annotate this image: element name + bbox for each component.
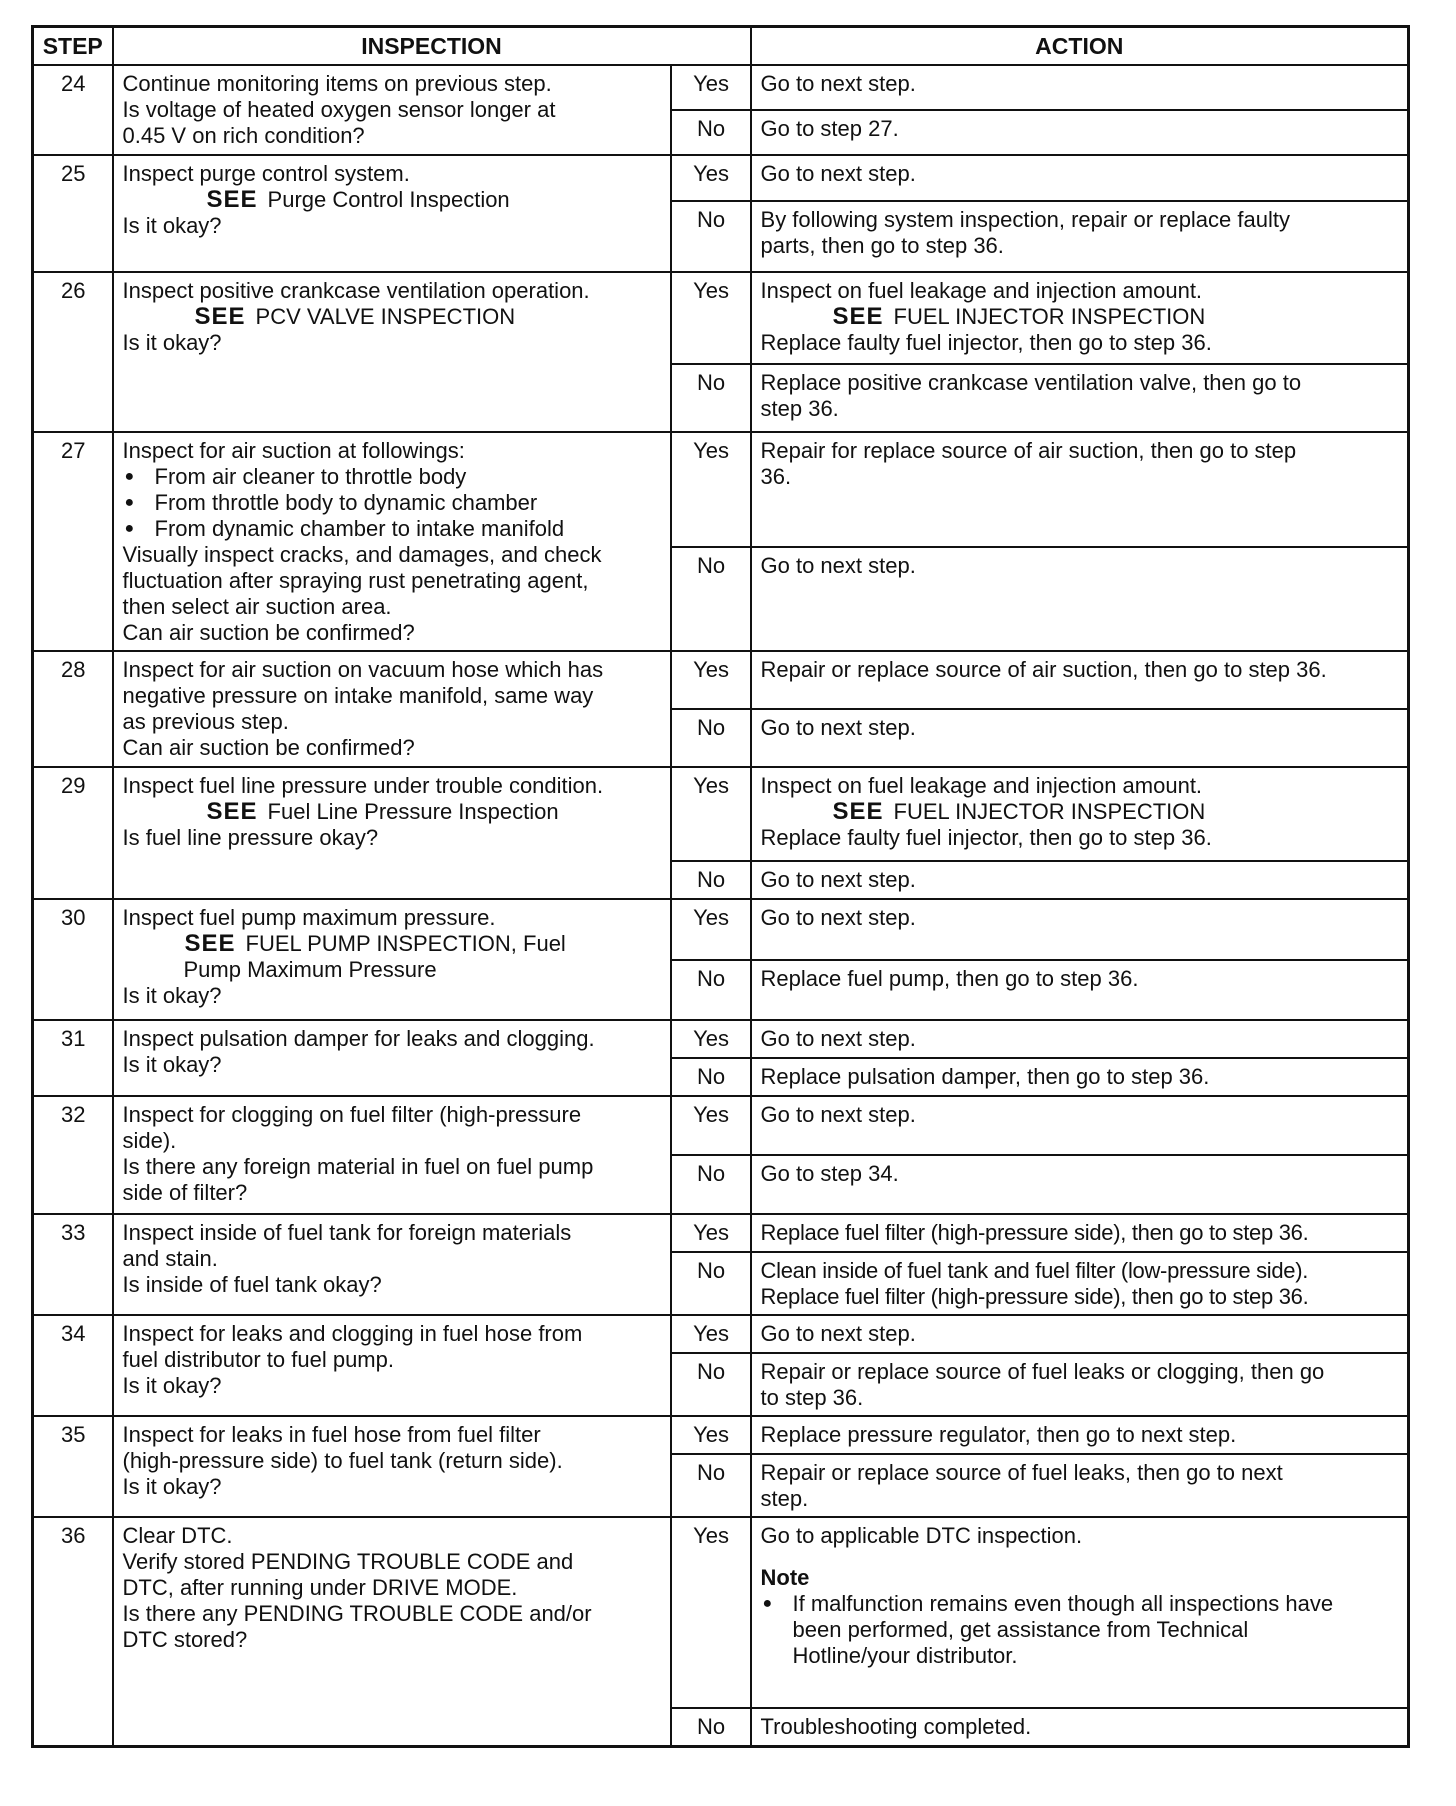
table-row bbox=[33, 767, 1409, 861]
no-action: Go to next step. bbox=[751, 861, 1409, 899]
inspection-line: Can air suction be confirmed? bbox=[122, 620, 415, 645]
yes-label: Yes bbox=[671, 651, 751, 709]
inspection-line: Can air suction be confirmed? bbox=[122, 735, 415, 760]
inspection-line: negative pressure on intake manifold, same way bbox=[122, 683, 594, 708]
table-row bbox=[33, 899, 1409, 960]
yes-action: Go to next step. bbox=[751, 155, 1409, 201]
inspection-line: Inspect for air suction at followings: bbox=[122, 438, 465, 463]
step-number: 24 bbox=[33, 65, 113, 155]
table-header-row bbox=[33, 27, 1409, 66]
see-target: Purge Control Inspection bbox=[267, 187, 510, 212]
no-label: No bbox=[671, 364, 751, 432]
action-line: Repair or replace source of fuel leaks or clogging, then go bbox=[760, 1359, 1325, 1384]
no-action: Go to step 34. bbox=[751, 1155, 1409, 1214]
inspection-line: DTC stored? bbox=[122, 1627, 248, 1652]
step-number: 32 bbox=[33, 1096, 113, 1214]
yes-label: Yes bbox=[671, 1315, 751, 1353]
table-row bbox=[33, 155, 1409, 201]
inspection-line: Inspect for clogging on fuel filter (high-pressure bbox=[122, 1102, 582, 1127]
yes-action: Go to next step. bbox=[751, 1020, 1409, 1058]
see-label: SEE bbox=[206, 798, 258, 825]
see-label: SEE bbox=[832, 303, 884, 330]
no-action: Troubleshooting completed. bbox=[751, 1708, 1409, 1747]
inspection-line: Clear DTC. bbox=[122, 1523, 233, 1548]
action-line: Repair or replace source of fuel leaks, then go to next bbox=[760, 1460, 1283, 1485]
see-target-continued: Pump Maximum Pressure bbox=[183, 957, 437, 982]
yes-label: Yes bbox=[671, 1096, 751, 1155]
see-target: FUEL INJECTOR INSPECTION bbox=[893, 799, 1206, 824]
action-line: step 36. bbox=[760, 396, 839, 421]
inspection-line: Continue monitoring items on previous step. bbox=[122, 71, 552, 96]
no-action bbox=[751, 1252, 1409, 1315]
note-line: been performed, get assistance from Technical bbox=[792, 1617, 1249, 1642]
note-bullet bbox=[761, 1591, 1400, 1669]
inspection-line: Inspect fuel line pressure under trouble condition. bbox=[122, 773, 604, 798]
yes-action bbox=[751, 272, 1409, 364]
note-title: Note bbox=[760, 1565, 810, 1590]
diagnostic-page bbox=[31, 25, 1407, 1748]
see-label: SEE bbox=[832, 798, 884, 825]
action-line: Go to applicable DTC inspection. bbox=[760, 1523, 1083, 1548]
no-label: No bbox=[671, 1353, 751, 1416]
inspection-cell bbox=[113, 155, 671, 272]
yes-label: Yes bbox=[671, 65, 751, 110]
step-number: 31 bbox=[33, 1020, 113, 1096]
no-action: Replace fuel pump, then go to step 36. bbox=[751, 960, 1409, 1020]
inspection-cell bbox=[113, 767, 671, 899]
inspection-line: as previous step. bbox=[122, 709, 289, 734]
step-number: 29 bbox=[33, 767, 113, 899]
note-line: Hotline/your distributor. bbox=[792, 1643, 1018, 1668]
no-label: No bbox=[671, 1708, 751, 1747]
inspection-line: Is it okay? bbox=[122, 1474, 222, 1499]
yes-action bbox=[751, 767, 1409, 861]
see-label: SEE bbox=[194, 303, 246, 330]
bullet-list bbox=[123, 464, 662, 542]
step-number: 33 bbox=[33, 1214, 113, 1315]
yes-action bbox=[751, 432, 1409, 547]
step-number: 30 bbox=[33, 899, 113, 1020]
yes-action: Go to next step. bbox=[751, 65, 1409, 110]
inspection-line: fluctuation after spraying rust penetrating agent, bbox=[122, 568, 589, 593]
no-action: Replace pulsation damper, then go to step 36. bbox=[751, 1058, 1409, 1096]
table-row bbox=[33, 1096, 1409, 1155]
yes-label: Yes bbox=[671, 1020, 751, 1058]
yes-label: Yes bbox=[671, 1416, 751, 1454]
no-label: No bbox=[671, 201, 751, 272]
action-line: to step 36. bbox=[760, 1385, 864, 1410]
action-line: Inspect on fuel leakage and injection amount. bbox=[760, 278, 1203, 303]
table-row bbox=[33, 1020, 1409, 1058]
yes-action: Go to next step. bbox=[751, 899, 1409, 960]
inspection-cell bbox=[113, 272, 671, 432]
see-target: Fuel Line Pressure Inspection bbox=[267, 799, 559, 824]
no-action: Go to next step. bbox=[751, 709, 1409, 767]
action-line: step. bbox=[760, 1486, 809, 1511]
header-step: STEP bbox=[33, 27, 113, 66]
inspection-cell bbox=[113, 1315, 671, 1416]
no-label: No bbox=[671, 1155, 751, 1214]
table-row bbox=[33, 272, 1409, 364]
inspection-line: Is it okay? bbox=[122, 330, 222, 355]
list-item: ● From dynamic chamber to intake manifold bbox=[123, 516, 662, 542]
no-label: No bbox=[671, 547, 751, 651]
no-action bbox=[751, 1454, 1409, 1517]
list-item: ● From air cleaner to throttle body bbox=[123, 464, 662, 490]
step-number: 36 bbox=[33, 1517, 113, 1747]
action-line: Replace fuel filter (high-pressure side), then go to step 36. bbox=[760, 1284, 1309, 1309]
see-reference bbox=[761, 304, 1400, 330]
action-line: 36. bbox=[760, 464, 792, 489]
see-label: SEE bbox=[206, 186, 258, 213]
yes-action: Replace fuel filter (high-pressure side), then go to step 36. bbox=[751, 1214, 1409, 1252]
no-action: Go to step 27. bbox=[751, 110, 1409, 155]
see-target: PCV VALVE INSPECTION bbox=[255, 304, 516, 329]
yes-label: Yes bbox=[671, 272, 751, 364]
inspection-line: (high-pressure side) to fuel tank (return side). bbox=[122, 1448, 563, 1473]
yes-label: Yes bbox=[671, 432, 751, 547]
list-item: ● From throttle body to dynamic chamber bbox=[123, 490, 662, 516]
inspection-line: Is there any PENDING TROUBLE CODE and/or bbox=[122, 1601, 592, 1626]
inspection-cell bbox=[113, 1416, 671, 1517]
yes-label: Yes bbox=[671, 899, 751, 960]
see-target: FUEL INJECTOR INSPECTION bbox=[893, 304, 1206, 329]
yes-action bbox=[751, 1517, 1409, 1708]
action-line: Replace positive crankcase ventilation valve, then go to bbox=[760, 370, 1302, 395]
no-label: No bbox=[671, 110, 751, 155]
see-reference bbox=[123, 799, 662, 825]
no-label: No bbox=[671, 861, 751, 899]
inspection-cell bbox=[113, 1020, 671, 1096]
inspection-line: Is fuel line pressure okay? bbox=[122, 825, 379, 850]
troubleshooting-table bbox=[31, 25, 1410, 1748]
step-number: 34 bbox=[33, 1315, 113, 1416]
step-number: 27 bbox=[33, 432, 113, 651]
inspection-line: DTC, after running under DRIVE MODE. bbox=[122, 1575, 518, 1600]
see-reference bbox=[123, 304, 662, 330]
no-action bbox=[751, 364, 1409, 432]
inspection-line: Is it okay? bbox=[122, 1052, 222, 1077]
inspection-line: Verify stored PENDING TROUBLE CODE and bbox=[122, 1549, 574, 1574]
inspection-cell bbox=[113, 1214, 671, 1315]
inspection-line: Inspect purge control system. bbox=[122, 161, 410, 186]
inspection-line: Inspect for air suction on vacuum hose which has bbox=[122, 657, 604, 682]
no-action: Go to next step. bbox=[751, 547, 1409, 651]
table-row bbox=[33, 1517, 1409, 1708]
inspection-line: Inspect pulsation damper for leaks and clogging. bbox=[122, 1026, 595, 1051]
yes-action: Repair or replace source of air suction, then go to step 36. bbox=[751, 651, 1409, 709]
inspection-line: Is it okay? bbox=[122, 983, 222, 1008]
inspection-line: Inspect for leaks and clogging in fuel hose from bbox=[122, 1321, 583, 1346]
inspection-line: 0.45 V on rich condition? bbox=[122, 123, 365, 148]
inspection-line: Is inside of fuel tank okay? bbox=[122, 1272, 382, 1297]
step-number: 26 bbox=[33, 272, 113, 432]
note-line: ● If malfunction remains even though all inspections have bbox=[792, 1591, 1334, 1616]
action-line: Replace faulty fuel injector, then go to step 36. bbox=[760, 330, 1212, 355]
inspection-line: Inspect positive crankcase ventilation operation. bbox=[122, 278, 590, 303]
inspection-line: Inspect fuel pump maximum pressure. bbox=[122, 905, 496, 930]
no-action bbox=[751, 201, 1409, 272]
yes-action: Go to next step. bbox=[751, 1096, 1409, 1155]
inspection-cell bbox=[113, 1096, 671, 1214]
action-line: Clean inside of fuel tank and fuel filter (low-pressure side). bbox=[760, 1258, 1309, 1283]
inspection-line: Is it okay? bbox=[122, 213, 222, 238]
table-row bbox=[33, 1315, 1409, 1353]
inspection-cell bbox=[113, 899, 671, 1020]
inspection-cell bbox=[113, 651, 671, 767]
step-number: 28 bbox=[33, 651, 113, 767]
inspection-line: Is voltage of heated oxygen sensor longer at bbox=[122, 97, 556, 122]
table-row bbox=[33, 432, 1409, 547]
no-label: No bbox=[671, 709, 751, 767]
inspection-line: Inspect inside of fuel tank for foreign materials bbox=[122, 1220, 572, 1245]
header-action: ACTION bbox=[751, 27, 1409, 66]
header-inspection: INSPECTION bbox=[113, 27, 751, 66]
inspection-line: Is there any foreign material in fuel on fuel pump bbox=[122, 1154, 594, 1179]
see-label: SEE bbox=[184, 930, 236, 957]
inspection-line: side). bbox=[122, 1128, 177, 1153]
yes-label: Yes bbox=[671, 1517, 751, 1708]
inspection-cell bbox=[113, 432, 671, 651]
inspection-cell bbox=[113, 65, 671, 155]
table-row bbox=[33, 1416, 1409, 1454]
table-row bbox=[33, 651, 1409, 709]
no-label: No bbox=[671, 960, 751, 1020]
action-line: Replace faulty fuel injector, then go to step 36. bbox=[760, 825, 1212, 850]
yes-label: Yes bbox=[671, 1214, 751, 1252]
inspection-line: Inspect for leaks in fuel hose from fuel filter bbox=[122, 1422, 541, 1447]
yes-label: Yes bbox=[671, 767, 751, 861]
no-label: No bbox=[671, 1252, 751, 1315]
inspection-cell bbox=[113, 1517, 671, 1747]
inspection-line: then select air suction area. bbox=[122, 594, 392, 619]
table-row bbox=[33, 65, 1409, 110]
see-reference bbox=[123, 187, 662, 213]
no-label: No bbox=[671, 1454, 751, 1517]
yes-action: Go to next step. bbox=[751, 1315, 1409, 1353]
see-reference bbox=[123, 931, 662, 957]
step-number: 35 bbox=[33, 1416, 113, 1517]
yes-label: Yes bbox=[671, 155, 751, 201]
action-line: Repair for replace source of air suction, then go to step bbox=[760, 438, 1297, 463]
inspection-line: Visually inspect cracks, and damages, and check bbox=[122, 542, 602, 567]
action-line: Inspect on fuel leakage and injection amount. bbox=[760, 773, 1203, 798]
no-label: No bbox=[671, 1058, 751, 1096]
see-target: FUEL PUMP INSPECTION, Fuel bbox=[245, 931, 566, 956]
see-reference bbox=[761, 799, 1400, 825]
inspection-line: fuel distributor to fuel pump. bbox=[122, 1347, 394, 1372]
action-line: parts, then go to step 36. bbox=[760, 233, 1004, 258]
step-number: 25 bbox=[33, 155, 113, 272]
no-action bbox=[751, 1353, 1409, 1416]
action-line: By following system inspection, repair or replace faulty bbox=[760, 207, 1290, 232]
inspection-line: and stain. bbox=[122, 1246, 218, 1271]
yes-action: Replace pressure regulator, then go to next step. bbox=[751, 1416, 1409, 1454]
inspection-line: Is it okay? bbox=[122, 1373, 222, 1398]
table-row bbox=[33, 1214, 1409, 1252]
inspection-line: side of filter? bbox=[122, 1180, 248, 1205]
